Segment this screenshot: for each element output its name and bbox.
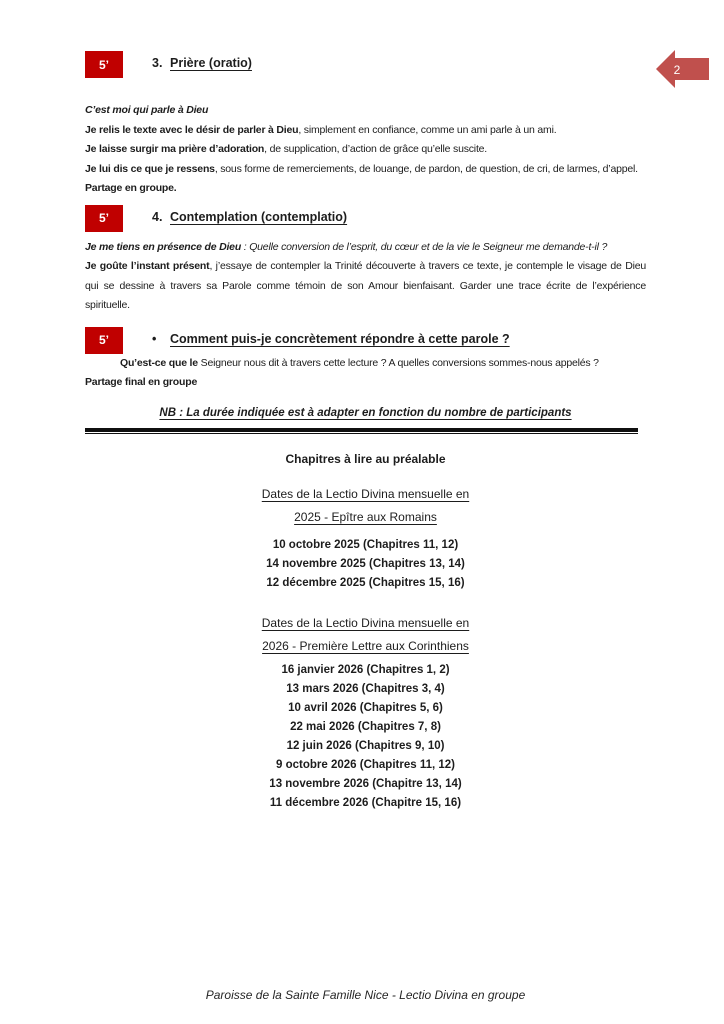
text-run: , j’essaye de contempler la Trinité découverte à travers ce texte, je contemple le visage de Dieu qui se dessine à travers sa Parole comme témoin de son Amour bienfaisant. Garder une trace écrite de l’expérience spirituelle. [85, 260, 646, 311]
schedule-date: 11 décembre 2026 (Chapitre 15, 16) [269, 796, 462, 809]
section-contemplation-heading-row [85, 205, 646, 232]
schedule-date: 10 octobre 2025 (Chapitres 11, 12) [272, 538, 459, 551]
schedule-date: 13 mars 2026 (Chapitres 3, 4) [286, 682, 445, 695]
text-run: Partage final en groupe [85, 376, 198, 388]
schedule-group-2025-dates [85, 536, 646, 593]
nb-note: NB : La durée indiquée est à adapter en fonction du nombre de participants [159, 406, 572, 419]
section-title: Contemplation (contemplatio) [170, 209, 348, 224]
page-number: 2 [673, 63, 681, 77]
bullet-icon: • [152, 331, 157, 346]
section-heading [152, 327, 510, 347]
schedule-date: 12 juin 2026 (Chapitres 9, 10) [286, 739, 445, 752]
section-title: Comment puis-je concrètement répondre à cette parole ? [170, 331, 510, 346]
schedule-heading-line: Dates de la Lectio Divina mensuelle en [261, 486, 470, 501]
schedule-date: 10 avril 2026 (Chapitres 5, 6) [288, 701, 443, 714]
page-number-arrow-icon [656, 50, 709, 88]
paragraph-reponse [85, 354, 646, 393]
text-run: Je relis le texte avec le désir de parler à Dieu [85, 123, 299, 136]
schedule-date: 14 novembre 2025 (Chapitres 13, 14) [266, 557, 465, 570]
schedule-heading-line: 2025 - Epître aux Romains [294, 509, 437, 524]
section-heading [152, 205, 347, 225]
schedule-group-2026-heading [85, 612, 646, 658]
footer-text: Paroisse de la Sainte Famille Nice - Lectio Divina en groupe [205, 988, 526, 1002]
page-content [85, 0, 646, 813]
text-run: , simplement en confiance, comme un ami parle à un ami. [298, 123, 557, 136]
text-run: C’est moi qui parle à Dieu [85, 104, 209, 116]
text-run: Je me tiens en présence de Dieu [85, 240, 242, 253]
schedule-date: 22 mai 2026 (Chapitres 7, 8) [290, 720, 441, 733]
text-line [85, 140, 646, 160]
paragraph-contemplation [85, 238, 646, 316]
schedule-heading-line: Dates de la Lectio Divina mensuelle en [261, 615, 470, 630]
section-number: 4. [152, 209, 163, 224]
text-run: , de supplication, d’action de grâce qu’elle suscite. [264, 143, 488, 155]
schedule-date: 16 janvier 2026 (Chapitres 1, 2) [281, 663, 450, 676]
schedule-date: 12 décembre 2025 (Chapitres 15, 16) [266, 576, 465, 589]
text-line [85, 121, 646, 141]
section-heading [152, 51, 252, 71]
schedule-date: 9 octobre 2026 (Chapitres 11, 12) [276, 758, 455, 771]
text-run: Je goûte l’instant présent [85, 260, 210, 272]
text-run: Seigneur nous dit à travers cette lecture ? A quelles conversions sommes-nous appelés ? [200, 356, 599, 369]
section-title: Prière (oratio) [170, 56, 252, 70]
schedule-group-2026-dates [85, 661, 646, 813]
paragraph-priere [85, 101, 646, 199]
schedule-heading-line: 2026 - Première Lettre aux Corinthiens [262, 638, 469, 653]
text-line [85, 257, 646, 316]
text-run: Je lui dis ce que je ressens [85, 162, 215, 175]
section-reponse-heading-row [85, 327, 646, 354]
section-number: 3. [152, 56, 163, 70]
section-divider [85, 428, 638, 434]
text-run: Je laisse surgir ma prière d’adoration [85, 143, 265, 155]
text-line [85, 238, 646, 258]
text-run: : Quelle conversion de l’esprit, du cœur et de la vie le Seigneur me demande-t-il ? [241, 240, 608, 253]
section-priere-heading-row [85, 51, 646, 78]
text-run: Partage en groupe. [85, 182, 177, 194]
duration-badge: 5’ [85, 205, 123, 232]
schedule-date: 13 novembre 2026 (Chapitre 13, 14) [269, 777, 462, 790]
text-run: , sous forme de remerciements, de louange, de pardon, de question, de cri, de larmes, d’appel. [214, 162, 638, 175]
schedule-title: Chapitres à lire au préalable [285, 452, 446, 466]
text-line [85, 179, 646, 199]
text-line [85, 160, 646, 180]
text-line [85, 101, 646, 121]
text-line [85, 354, 646, 374]
text-line [85, 373, 646, 393]
duration-badge: 5’ [85, 51, 123, 78]
duration-badge: 5’ [85, 327, 123, 354]
schedule-group-2025-heading [85, 483, 646, 529]
text-run: Qu’est-ce que le [120, 356, 201, 369]
